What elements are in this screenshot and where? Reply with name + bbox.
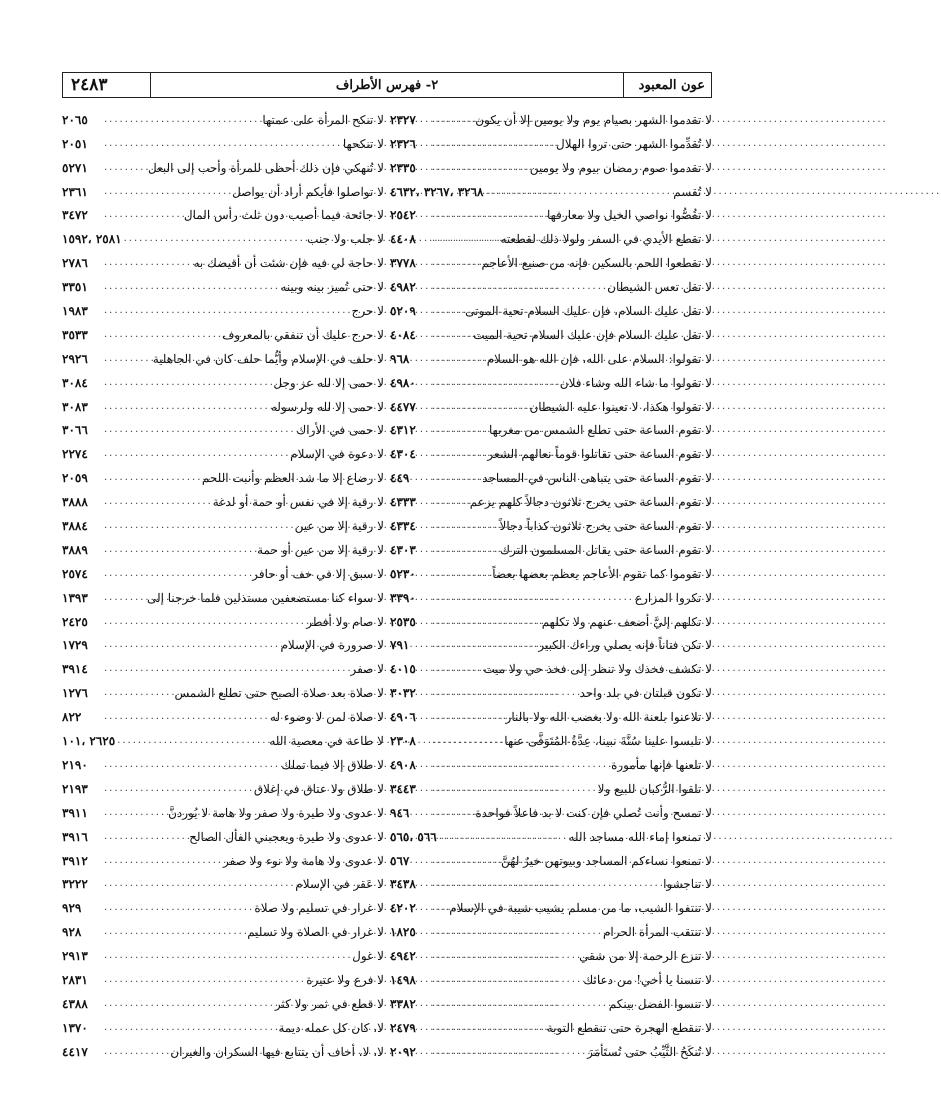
entry-reference-number: ٢٣٢٧ bbox=[390, 112, 416, 127]
entry-text: لا تنكحها bbox=[342, 136, 384, 151]
index-entry bbox=[62, 103, 384, 127]
dot-leader bbox=[104, 447, 288, 461]
index-entry bbox=[62, 270, 384, 294]
entry-reference-number: ٤٩٠٦ bbox=[390, 710, 416, 725]
entry-reference-number: ٣٥٣٣ bbox=[62, 327, 88, 342]
dot-leader bbox=[104, 710, 268, 724]
entry-text: لا تقوم الساعة حتى تقاتلوا قوماً نعالهم الشعر bbox=[487, 447, 712, 462]
entry-reference-number: ٣٣٩٠ bbox=[390, 590, 416, 605]
entry-text: لا رقية إلا من عين bbox=[294, 519, 384, 534]
entry-reference-number: ٤٠٨٤ bbox=[390, 327, 416, 342]
entry-reference-number: ٥٦٧ bbox=[390, 853, 410, 868]
index-entry bbox=[62, 294, 384, 318]
dot-leader bbox=[104, 1021, 276, 1035]
entry-text: لا تنسوا الفضل بينكم bbox=[608, 996, 712, 1011]
entry-text: لا تقوم الساعة حتى يخرج ثلاثون دجالاً كلهم يزعم bbox=[469, 495, 712, 510]
entry-reference-number: ٩٦٨ bbox=[390, 351, 410, 366]
entry-reference-number: ٩٢٨ bbox=[62, 925, 82, 940]
entry-reference-number: ٣٣٥١ bbox=[62, 280, 88, 295]
index-entry bbox=[62, 533, 384, 557]
entry-text: لا تنسنا يا أخي! من دعائك bbox=[583, 972, 712, 987]
entry-text: لا جائحة فيما أصيب دون ثلث رأس المال bbox=[183, 208, 384, 223]
page-number: ٢٤٨٣ bbox=[63, 73, 151, 97]
entry-text: لا طلاق ولا عتاق في إغلاق bbox=[253, 781, 384, 796]
entry-text: لا تكلهم إليَّ أضعف عنهم ولا تكلهم bbox=[541, 614, 712, 629]
entry-reference-number: ٧٩١ bbox=[390, 638, 410, 653]
entry-text: لا تُقدِّموا الشهر حتى تروا الهلال bbox=[556, 136, 712, 151]
entry-text: لا تقولوا هكذا، لا تعينوا عليه الشيطان bbox=[529, 399, 712, 414]
dot-leader bbox=[104, 495, 211, 509]
entry-text: لا صلاة لمن لا وضوء له bbox=[269, 710, 384, 725]
entry-text: لا حمى في الأراك bbox=[296, 423, 384, 438]
entry-text: لا تقدموا الشهر بصيام يوم ولا يومين إلا أن يكون bbox=[475, 112, 712, 127]
entry-text: لا قطع في ثمر ولا كثر bbox=[274, 996, 384, 1011]
dot-leader bbox=[104, 400, 269, 414]
entry-reference-number: ٣٨٨٤ bbox=[62, 519, 88, 534]
dot-leader bbox=[104, 901, 252, 915]
dot-leader bbox=[104, 997, 273, 1011]
entry-reference-number: ٣٩١٤ bbox=[62, 662, 88, 677]
entry-reference-number: ٣٨٨٨ bbox=[62, 495, 88, 510]
entry-reference-number: ٤٤٩ bbox=[390, 471, 410, 486]
index-entry bbox=[62, 366, 384, 390]
entry-reference-number: ٣٣٨٢ bbox=[390, 996, 416, 1011]
dot-leader bbox=[124, 232, 305, 246]
entry-reference-number: ٨٢٢ bbox=[62, 710, 82, 725]
index-entry bbox=[62, 1011, 384, 1035]
entry-text: لا رقية إلا من عين أو حمة bbox=[257, 542, 384, 557]
entry-reference-number: ٣٩١٦ bbox=[62, 829, 88, 844]
entry-text: لا تقوم الساعة حتى يخرج ثلاثون كذاباً دجالاً bbox=[499, 519, 712, 534]
dot-leader bbox=[104, 208, 182, 222]
entry-text: لا رقية إلا في نفس أو حمة أو لدغة bbox=[212, 495, 384, 510]
entry-text: لا صلاة بعد صلاة الصبح حتى تطلع الشمس bbox=[174, 686, 384, 701]
entry-text: لا تقولوا: السلام على الله، فإن الله هو السلام bbox=[486, 351, 712, 366]
entry-reference-number: ١٨٢٥ bbox=[390, 925, 416, 940]
entry-text: لا تواصلوا فأيكم أراد أن يواصل bbox=[232, 184, 384, 199]
dot-leader bbox=[104, 877, 293, 891]
dot-leader bbox=[104, 615, 304, 629]
entry-text: لا صفر bbox=[350, 662, 384, 677]
index-entry bbox=[62, 724, 384, 748]
entry-reference-number: ٣٩١٢ bbox=[62, 853, 88, 868]
entry-reference-number: ١٩٨٣ bbox=[62, 304, 88, 319]
entry-text: لا رضاع إلا ما شد العظم وأنبت اللحم bbox=[201, 471, 384, 486]
entry-text: لا دعوة في الإسلام bbox=[290, 447, 384, 462]
entry-reference-number: ١٣٧٠ bbox=[62, 1020, 88, 1035]
index-entry bbox=[62, 963, 384, 987]
entry-reference-number: ٣٧٧٨ bbox=[390, 256, 416, 271]
dot-leader bbox=[104, 519, 293, 533]
entry-text: لا سبق إلا في خف أو حافر bbox=[252, 566, 384, 581]
entry-reference-number: ١٢٧٦ bbox=[62, 686, 88, 701]
entry-reference-number: ٣٤٣٨ bbox=[390, 877, 416, 892]
entry-reference-number: ٥٦٦ ،٥٦٥ bbox=[390, 829, 437, 844]
entry-reference-number: ٤٩٤٢ bbox=[390, 949, 416, 964]
entry-reference-number: ٢٠٥١ bbox=[62, 136, 88, 151]
dot-leader bbox=[104, 973, 304, 987]
entry-reference-number: ٢١٩٣ bbox=[62, 781, 88, 796]
entry-reference-number: ٢٢٧٤ bbox=[62, 447, 88, 462]
index-entry bbox=[62, 652, 384, 676]
entry-reference-number: ٤٣٠٤ bbox=[390, 447, 416, 462]
entry-text: لا تقل عليك السلام، فإن عليك السلام تحية الموتى bbox=[465, 304, 712, 319]
entry-reference-number: ٤٣٣٣ bbox=[390, 495, 416, 510]
index-entry bbox=[62, 915, 384, 939]
entry-reference-number: ١٣٩٣ bbox=[62, 590, 88, 605]
dot-leader bbox=[104, 328, 220, 342]
entry-reference-number: ٢٥٨١ ،١٥٩٢ bbox=[62, 232, 122, 247]
entry-text: لا تقُصُّوا نواصي الخيل ولا معارفها bbox=[546, 208, 712, 223]
entry-text: لا تقوموا كما تقوم الأعاجم يعظم بعضها بعضاً bbox=[492, 566, 712, 581]
entry-reference-number: ٤٢٠٢ bbox=[390, 901, 416, 916]
dot-leader bbox=[104, 854, 221, 868]
dot-leader bbox=[104, 949, 350, 963]
index-entry bbox=[62, 318, 384, 342]
entry-reference-number: ٢٥٧٤ bbox=[62, 566, 88, 581]
entry-reference-number: ٢٣٣٥ bbox=[390, 160, 416, 175]
index-entry bbox=[62, 700, 384, 724]
entry-text: لا، كان كل عمله ديمة bbox=[278, 1020, 384, 1035]
entry-text: لا غرار في الصلاة ولا تسليم bbox=[247, 925, 384, 940]
entry-reference-number: ٥٢٧١ bbox=[62, 160, 88, 175]
index-entry bbox=[62, 605, 384, 629]
entry-reference-number: ٢٤٢٥ bbox=[62, 614, 88, 629]
index-entry bbox=[62, 199, 384, 223]
entry-reference-number: ٥٢٣٠ bbox=[390, 566, 416, 581]
entry-reference-number: ٢٨٣١ bbox=[62, 972, 88, 987]
entry-reference-number: ١٧٢٩ bbox=[62, 638, 88, 653]
entry-reference-number: ٣٩١١ bbox=[62, 805, 88, 820]
entry-reference-number: ٢٦٢٥ ،١٠١ bbox=[62, 734, 116, 749]
dot-leader bbox=[104, 830, 187, 844]
entry-reference-number: ٢٣٢٦ bbox=[390, 136, 416, 151]
entry-text: لا تكن فتاناً فإنه يصلي وراءك الكبير bbox=[538, 638, 712, 653]
entry-text: لا تقوم الساعة حتى يتباهى الناس في المساجد bbox=[482, 471, 712, 486]
dot-leader bbox=[104, 591, 145, 605]
dot-leader bbox=[104, 304, 350, 318]
dot-leader bbox=[104, 137, 341, 151]
index-entry bbox=[62, 222, 384, 246]
entry-text: لا تقولوا ما شاء الله وشاء فلان bbox=[559, 375, 712, 390]
index-entry bbox=[62, 772, 384, 796]
entry-reference-number: ٣٠٨٤ bbox=[62, 375, 88, 390]
index-entry bbox=[62, 390, 384, 414]
dot-leader bbox=[104, 662, 348, 676]
entry-reference-number: ٥٢٠٩ bbox=[390, 304, 416, 319]
entry-reference-number: ٢٣٠٨ bbox=[390, 734, 416, 749]
entry-reference-number: ٣٨٨٩ bbox=[62, 542, 88, 557]
entry-text: لا تُقسم bbox=[673, 184, 712, 199]
dot-leader bbox=[104, 543, 255, 557]
dot-leader bbox=[104, 423, 294, 437]
entry-reference-number: ٤٩٠٨ bbox=[390, 757, 416, 772]
index-entry bbox=[62, 414, 384, 438]
entry-text: لا سواء كنا مستضعفين مستذلين فلما خرجنا إلى bbox=[146, 590, 384, 605]
entry-text: لا تنكح المرأة على عمتها bbox=[262, 112, 384, 127]
entry-reference-number: ٣٢٦٨ ،٣٢٦٧ ،٤٦٣٢ bbox=[390, 184, 484, 199]
entry-text: لا تنقطع الهجرة حتى تنقطع التوبة bbox=[546, 1020, 712, 1035]
dot-leader bbox=[104, 471, 200, 485]
dot-leader bbox=[104, 352, 151, 366]
entry-reference-number: ٣٤٧٢ bbox=[62, 208, 88, 223]
index-entry bbox=[62, 342, 384, 366]
entry-text: لا، لا، أخاف أن يتتابع فيها السكران والغيران bbox=[170, 1044, 384, 1059]
entry-text: لا تكروا المزارع bbox=[634, 590, 712, 605]
dot-leader bbox=[104, 758, 279, 772]
entry-reference-number: ٤٩٨٠ bbox=[390, 375, 416, 390]
entry-reference-number: ١٤٩٨ bbox=[390, 972, 416, 987]
dot-leader bbox=[104, 113, 260, 127]
entry-text: لا تنتقب المرأة الحرام bbox=[602, 925, 712, 940]
entry-reference-number: ٢١٩٠ bbox=[62, 757, 88, 772]
entry-text: لا تقل تعس الشيطان bbox=[607, 280, 712, 295]
index-entry bbox=[62, 127, 384, 151]
entry-text: لا تنتفوا الشيب، ما من مسلم يشيب شيبة في الإسلام bbox=[449, 901, 712, 916]
entry-text: لا تلقوا الرُّكبان للبيع ولا bbox=[597, 781, 712, 796]
entry-text: لا حرج bbox=[351, 304, 384, 319]
index-entry bbox=[62, 509, 384, 533]
entry-text: لا تناجشوا bbox=[663, 877, 712, 892]
index-entry bbox=[62, 151, 384, 175]
entry-reference-number: ٣٠٨٣ bbox=[62, 399, 88, 414]
entry-reference-number: ٣٠٣٢ bbox=[390, 686, 416, 701]
entry-reference-number: ٢٣٦١ bbox=[62, 184, 88, 199]
entry-text: لا حلف في الإسلام وأيُّما حلف كان في الجاهلية bbox=[152, 351, 384, 366]
book-title: عون المعبود bbox=[623, 73, 711, 97]
index-entry bbox=[62, 987, 384, 1011]
entry-reference-number: ٢٥٤٢ bbox=[390, 208, 416, 223]
entry-reference-number: ٣٢٢٢ bbox=[62, 877, 88, 892]
entry-text: لا جلب ولا جنب bbox=[307, 232, 384, 247]
entry-reference-number: ٤٣٠٣ bbox=[390, 542, 416, 557]
entry-reference-number: ٢٠٥٩ bbox=[62, 471, 88, 486]
entry-text: لا تكون قبلتان في بلد واحد bbox=[579, 686, 712, 701]
entry-text: لا تكشف فخذك ولا تنظر إلى فخذ حي ولا ميت bbox=[483, 662, 712, 677]
entry-reference-number: ٢٩٢٦ bbox=[62, 351, 88, 366]
dot-leader bbox=[104, 256, 191, 270]
index-entry bbox=[62, 461, 384, 485]
index-entry bbox=[62, 844, 384, 868]
entry-reference-number: ٤٣٣٤ bbox=[390, 519, 416, 534]
entry-text: لا صام ولا أفطر bbox=[306, 614, 384, 629]
entry-text: لا حمى إلا لله ولرسوله bbox=[270, 399, 384, 414]
entry-text: لا عدوى ولا طيرة ولا صفر ولا هامة لا يُوردنَّ bbox=[168, 805, 384, 820]
entry-reference-number: ٤٤٠٨ bbox=[390, 232, 416, 247]
entry-text: لا طاعة في معصية الله bbox=[269, 734, 384, 749]
dot-leader bbox=[104, 161, 146, 175]
entry-text: لا تُنهكي فإن ذلك أحظى للمرأة وأحب إلى البعل bbox=[147, 160, 384, 175]
entry-reference-number: ٣٠٦٦ bbox=[62, 423, 88, 438]
index-entry bbox=[62, 557, 384, 581]
index-entry bbox=[62, 939, 384, 963]
entry-text: لا تلاعنوا بلعنة الله ولا بغضب الله ولا بالنار bbox=[505, 710, 712, 725]
entry-text: لا عدوى ولا طيرة ويعجبني الفأل الصالح bbox=[189, 829, 384, 844]
entry-text: لا غرار في تسليم ولا صلاة bbox=[254, 901, 384, 916]
entry-reference-number: ٩٤٦ bbox=[390, 805, 410, 820]
index-entry bbox=[62, 629, 384, 653]
entry-text: لا عدوى ولا هامة ولا نوء ولا صفر bbox=[222, 853, 384, 868]
dot-leader bbox=[104, 1045, 168, 1059]
dot-leader bbox=[104, 280, 279, 294]
entry-reference-number: ٩٢٩ bbox=[62, 901, 82, 916]
entry-text: لا حتى تُميز بينه وبينه bbox=[280, 280, 384, 295]
dot-leader bbox=[104, 782, 252, 796]
page-header bbox=[62, 72, 712, 98]
entry-reference-number: ٢٩١٣ bbox=[62, 949, 88, 964]
entry-text: لا حرج عليك أن تنفقي بالمعروف bbox=[221, 327, 384, 342]
entry-reference-number: ٣٤٤٣ bbox=[390, 781, 416, 796]
entry-reference-number: ٤٠١٥ bbox=[390, 662, 416, 677]
dot-leader bbox=[104, 567, 250, 581]
entry-reference-number: ٤٣١٢ bbox=[390, 423, 416, 438]
entry-text: لا طلاق إلا فيما تملك bbox=[281, 757, 384, 772]
entry-reference-number: ٢٠٦٥ bbox=[62, 112, 88, 127]
entry-text: لا تنزع الرحمة إلا من شقي bbox=[579, 949, 712, 964]
entry-text: لا تُنكَحُ الثَّيِّبُ حتى تُستَأمَرَ bbox=[587, 1044, 712, 1059]
entry-reference-number: ٢٠٩٢ bbox=[390, 1044, 416, 1059]
entry-text: لا تقطع الأيدي في السفر ولولا ذلك لقطعته bbox=[500, 232, 712, 247]
dot-leader bbox=[104, 686, 172, 700]
entry-reference-number: ٢٤٧٩ bbox=[390, 1020, 416, 1035]
entry-reference-number: ٤٤١٧ bbox=[62, 1044, 88, 1059]
index-entry bbox=[62, 676, 384, 700]
index-column-right bbox=[390, 103, 712, 1059]
entry-text: لا تقوم الساعة حتى تطلع الشمس من مغربها bbox=[489, 423, 712, 438]
dot-leader bbox=[104, 806, 166, 820]
entry-text: لا حمى إلا لله عز وجل bbox=[273, 375, 384, 390]
entry-text: لا تقطعوا اللحم بالسكين فإنه من صنيع الأعاجم bbox=[481, 256, 712, 271]
entry-reference-number: ٢٥٣٥ bbox=[390, 614, 416, 629]
entry-text: لا تقوم الساعة حتى يقاتل المسلمون الترك bbox=[500, 542, 712, 557]
entry-text: لا تقل عليك السلام فإن عليك السلام تحية الميت bbox=[473, 327, 712, 342]
index-entry bbox=[62, 437, 384, 461]
dot-leader bbox=[104, 638, 278, 652]
index-entry bbox=[62, 891, 384, 915]
entry-text: لا تمنعوا نساءكم المساجد وبيوتهن خيرٌ لهُنَّ bbox=[501, 853, 712, 868]
index-entry bbox=[62, 868, 384, 892]
index-entry bbox=[62, 1035, 384, 1059]
entry-text: لا فرع ولا عتيرة bbox=[306, 972, 384, 987]
entry-text: لا تمسح وأنت تُصلي فإن كنت لا بد فاعلاً فواحدة bbox=[475, 805, 712, 820]
dot-leader bbox=[104, 185, 230, 199]
entry-text: لا تقدموا صوم رمضان بيوم ولا يومين bbox=[529, 160, 712, 175]
dot-leader bbox=[117, 734, 267, 748]
entry-reference-number: ٤٤٧٧ bbox=[390, 399, 416, 414]
entry-text: لا تلعنها فإنها مأمورة bbox=[611, 757, 712, 772]
index-entry bbox=[62, 581, 384, 605]
dot-leader bbox=[104, 925, 245, 939]
index-entry bbox=[62, 175, 384, 199]
index-column-left bbox=[62, 103, 384, 1059]
entry-text: لا صرورة في الإسلام bbox=[280, 638, 384, 653]
entry-text: لا غول bbox=[352, 949, 384, 964]
entry-text: لا تمنعوا إماء الله مساجد الله bbox=[568, 829, 712, 844]
dot-leader bbox=[104, 376, 271, 390]
index-entry bbox=[62, 246, 384, 270]
entry-reference-number: ٢٧٨٦ bbox=[62, 256, 88, 271]
entry-reference-number: ٤٩٨٢ bbox=[390, 280, 416, 295]
index-entry bbox=[62, 485, 384, 509]
index-entry bbox=[62, 820, 384, 844]
index-entry bbox=[62, 748, 384, 772]
index-entry bbox=[62, 796, 384, 820]
entry-text: لا عَقر في الإسلام bbox=[295, 877, 384, 892]
section-title: ٢- فهرس الأطراف bbox=[335, 77, 439, 93]
entry-text: لا تلبسوا علينا سُنَّةَ نبينا، عِدَّةُ المُتَوَفَّى عنها bbox=[504, 734, 712, 749]
entry-reference-number: ٤٣٨٨ bbox=[62, 996, 88, 1011]
entry-text: لا حاجة لي فيه فإن شئت أن أقيضك به bbox=[193, 256, 384, 271]
